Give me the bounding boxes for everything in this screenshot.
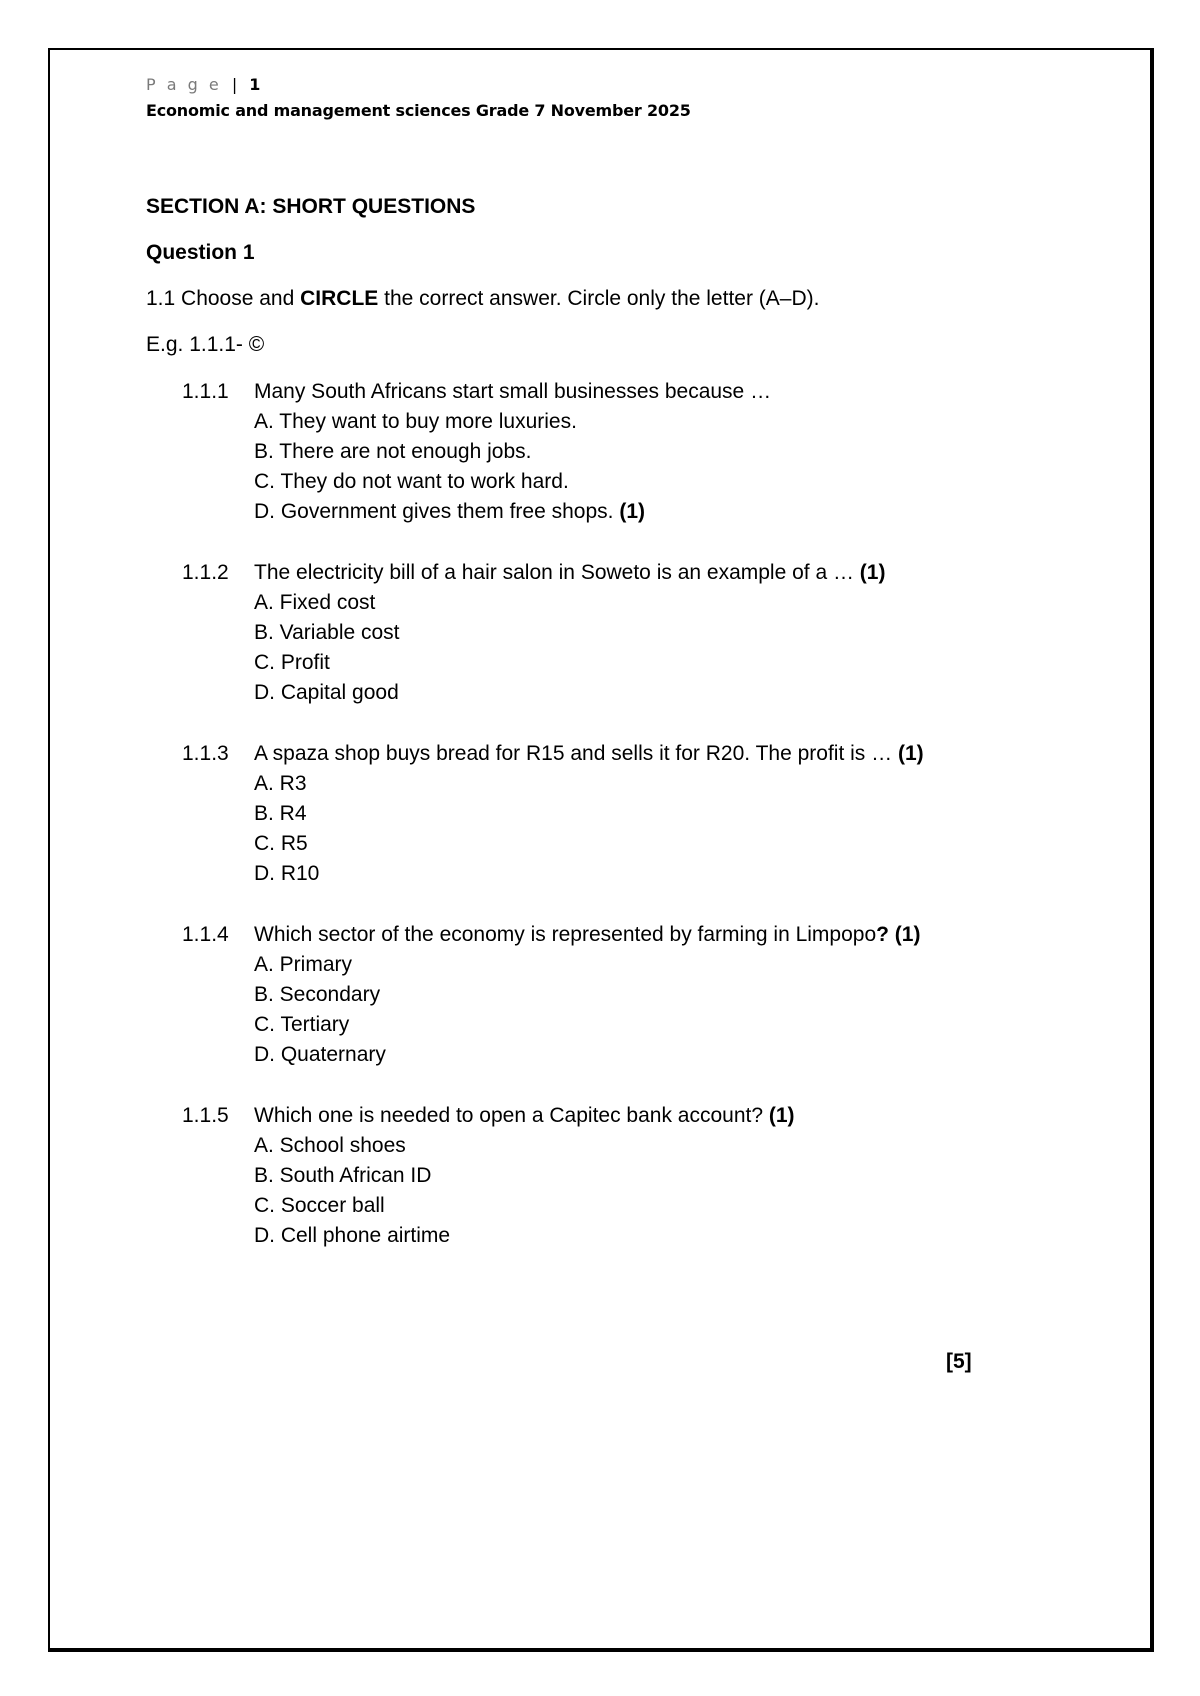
question-text: [254, 377, 771, 407]
question-stem: A spaza shop buys bread for R15 and sells it for R20. The profit is …: [254, 742, 898, 765]
page-header: [146, 72, 691, 124]
option: B. Secondary: [254, 983, 381, 1006]
option: A. School shoes: [254, 1134, 406, 1157]
section-title: SECTION A: SHORT QUESTIONS: [146, 195, 476, 218]
question-number: 1.1.3: [182, 742, 229, 765]
question-number: 1.1.4: [182, 923, 229, 946]
option: A. They want to buy more luxuries.: [254, 410, 577, 433]
option: C. Soccer ball: [254, 1194, 385, 1217]
page-number: 1: [249, 75, 261, 94]
option: B. R4: [254, 802, 307, 825]
option: D. Quaternary: [254, 1043, 386, 1066]
option: A. R3: [254, 772, 307, 795]
option-with-mark: [254, 497, 645, 527]
question-mark: (1): [859, 561, 886, 584]
question-number: 1.1.2: [182, 561, 229, 584]
question-stem: Which one is needed to open a Capitec bank account?: [254, 1104, 769, 1127]
options-list: [254, 1131, 450, 1251]
option: C. Tertiary: [254, 1013, 350, 1036]
option: D. R10: [254, 862, 320, 885]
question-text: [254, 739, 924, 769]
question-text: [254, 920, 920, 950]
question-stem: Many South Africans start small businesses because …: [254, 380, 772, 403]
option-mark: (1): [619, 500, 646, 523]
question-mark: (1): [768, 1104, 795, 1127]
option: D. Capital good: [254, 681, 399, 704]
option: C. Profit: [254, 651, 330, 674]
question-mark: (1): [897, 742, 924, 765]
option: B. There are not enough jobs.: [254, 440, 532, 463]
page-number-line: [146, 72, 691, 98]
question-number: 1.1.1: [182, 380, 229, 403]
option: C. R5: [254, 832, 308, 855]
option: A. Fixed cost: [254, 591, 376, 614]
instruction-emphasis: CIRCLE: [300, 287, 379, 310]
question-stem: The electricity bill of a hair salon in Soweto is an example of a …: [254, 561, 860, 584]
question-mark: ? (1): [876, 923, 921, 946]
options-list: [254, 588, 400, 708]
instruction-prefix: 1.1 Choose and: [146, 287, 301, 310]
page-label: P a g e: [146, 75, 222, 94]
question-title: Question 1: [146, 241, 255, 264]
question-number: 1.1.5: [182, 1104, 229, 1127]
option: D. Cell phone airtime: [254, 1224, 451, 1247]
page-separator: |: [231, 75, 238, 94]
option: B. South African ID: [254, 1164, 432, 1187]
option: A. Primary: [254, 953, 353, 976]
option: D. Government gives them free shops.: [254, 500, 614, 523]
section-total: [5]: [946, 1350, 972, 1373]
question-text: [254, 558, 885, 588]
example-line: E.g. 1.1.1- ©: [146, 333, 265, 356]
option: C. They do not want to work hard.: [254, 470, 569, 493]
options-list: [254, 769, 319, 889]
instruction: [146, 284, 819, 314]
question-stem: Which sector of the economy is represented by farming in Limpopo: [254, 923, 877, 946]
options-list: [254, 407, 645, 527]
document-subtitle: Economic and management sciences Grade 7 November 2025: [146, 101, 691, 120]
options-list: [254, 950, 386, 1070]
instruction-suffix: the correct answer. Circle only the letter (A–D).: [378, 287, 820, 310]
option: B. Variable cost: [254, 621, 400, 644]
question-text: [254, 1101, 795, 1131]
